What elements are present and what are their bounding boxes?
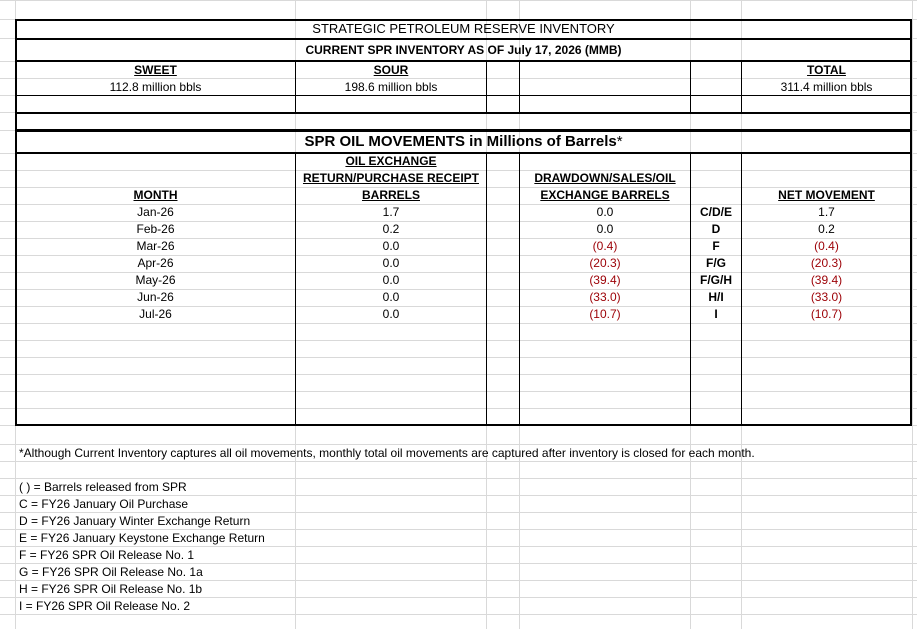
row-drawdown: (10.7)	[589, 307, 621, 321]
row-code: F/G	[706, 256, 726, 270]
movements-title	[16, 133, 911, 151]
legend-item: ( ) = Barrels released from SPR	[19, 480, 187, 494]
col-drawdown-line1: DRAWDOWN/SALES/OIL	[534, 171, 676, 185]
movements-title-asterisk: *	[616, 133, 623, 150]
movements-title-text: SPR OIL MOVEMENTS in Millions of Barrels	[304, 133, 617, 150]
row-code: F/G/H	[700, 273, 732, 287]
row-exchange: 0.0	[382, 256, 400, 270]
row-code: I	[714, 307, 718, 321]
sour-value: 198.6 million bbls	[344, 80, 438, 94]
row-net: (10.7)	[810, 307, 843, 321]
legend-item: G = FY26 SPR Oil Release No. 1a	[19, 565, 203, 579]
footnote: *Although Current Inventory captures all oil movements, monthly total oil movements are captured after inventory is closed for each month.	[19, 446, 755, 460]
total-value: 311.4 million bbls	[780, 80, 873, 94]
row-net: (0.4)	[814, 239, 839, 253]
sweet-value: 112.8 million bbls	[109, 80, 202, 94]
col-month: MONTH	[133, 188, 178, 202]
col-drawdown-line2: EXCHANGE BARRELS	[540, 188, 670, 202]
row-net: 0.2	[818, 222, 835, 236]
row-drawdown: (20.3)	[589, 256, 621, 270]
legend-item: H = FY26 SPR Oil Release No. 1b	[19, 582, 203, 596]
row-code: C/D/E	[699, 205, 732, 219]
row-exchange: 0.0	[382, 239, 400, 253]
row-month: Jan-26	[137, 205, 174, 219]
row-month: Apr-26	[137, 256, 174, 270]
row-drawdown: (0.4)	[592, 239, 618, 253]
row-net: (39.4)	[810, 273, 843, 287]
row-code: D	[711, 222, 721, 236]
row-code: F	[712, 239, 720, 253]
row-drawdown: 0.0	[596, 205, 614, 219]
row-month: Mar-26	[136, 239, 175, 253]
col-exchange-line2: RETURN/PURCHASE RECEIPT	[302, 171, 479, 185]
row-month: Jun-26	[137, 290, 174, 304]
inventory-header: CURRENT SPR INVENTORY AS OF July 17, 2026 (MMB)	[305, 43, 622, 57]
col-exchange-line1: OIL EXCHANGE	[345, 154, 437, 168]
row-exchange: 0.0	[382, 273, 400, 287]
legend-item: D = FY26 January Winter Exchange Return	[19, 514, 251, 528]
row-exchange: 0.0	[382, 307, 400, 321]
legend-item: E = FY26 January Keystone Exchange Return	[19, 531, 265, 545]
row-drawdown: (33.0)	[589, 290, 621, 304]
legend-item: C = FY26 January Oil Purchase	[19, 497, 189, 511]
row-exchange: 0.0	[382, 290, 400, 304]
row-net: 1.7	[818, 205, 835, 219]
col-exchange-line3: BARRELS	[361, 188, 420, 202]
sweet-label: SWEET	[134, 63, 177, 77]
total-label: TOTAL	[807, 63, 846, 77]
sour-label: SOUR	[373, 63, 409, 77]
row-month: Feb-26	[136, 222, 175, 236]
legend-item: F = FY26 SPR Oil Release No. 1	[19, 548, 195, 562]
row-drawdown: 0.0	[596, 222, 614, 236]
row-month: May-26	[135, 273, 176, 287]
row-month: Jul-26	[139, 307, 172, 321]
row-code: H/I	[708, 290, 724, 304]
row-net: (20.3)	[810, 256, 843, 270]
row-exchange: 1.7	[382, 205, 400, 219]
row-net: (33.0)	[810, 290, 843, 304]
row-drawdown: (39.4)	[589, 273, 621, 287]
legend-item: I = FY26 SPR Oil Release No. 2	[19, 599, 191, 613]
col-net: NET MOVEMENT	[778, 188, 875, 202]
row-exchange: 0.2	[382, 222, 400, 236]
report-title: STRATEGIC PETROLEUM RESERVE INVENTORY	[312, 21, 615, 36]
